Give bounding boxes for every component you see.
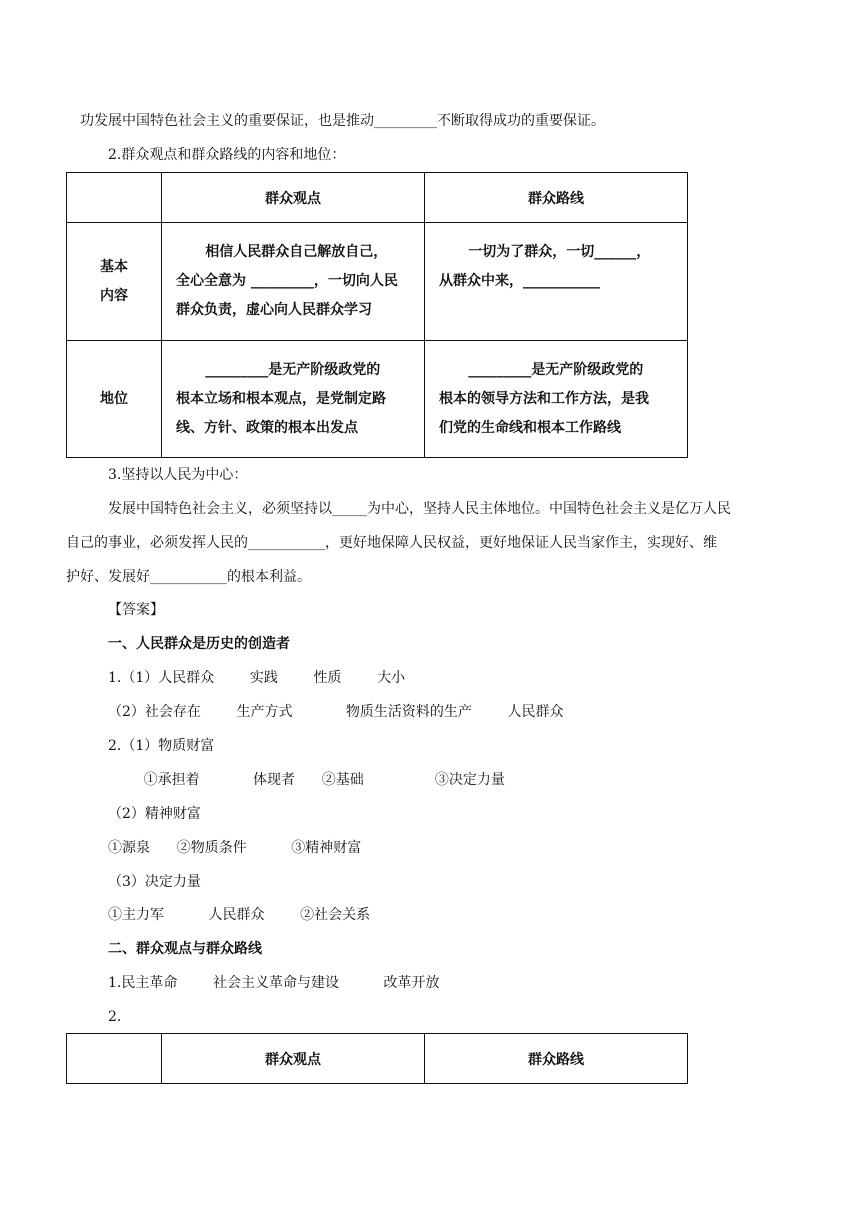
table-header-blank	[67, 1034, 162, 1084]
answer-label: 【答案】	[108, 602, 164, 618]
table-header-mass-viewpoint: 群众观点	[162, 1034, 425, 1084]
cell-line-status: _________是无产阶级政党的 根本的领导方法和工作方法，是我 们党的生命线和根本工作路线	[425, 341, 688, 458]
intro-line: 功发展中国特色社会主义的重要保证，也是推动_________不断取得成功的重要保证。	[80, 113, 605, 129]
answer-line: （2）社会存在 生产方式 物质生活资料的生产 人民群众	[108, 704, 564, 720]
table-header-mass-line: 群众路线	[425, 1034, 688, 1084]
table-header-row	[67, 1034, 688, 1084]
table-header-mass-viewpoint: 群众观点	[162, 173, 425, 223]
item3-title: 3.坚持以人民为中心：	[108, 467, 248, 483]
row-label-basic-content: 基本 内容	[67, 223, 162, 341]
row-label-status: 地位	[67, 341, 162, 458]
answer-table	[66, 1033, 688, 1084]
section1-title: 一、人民群众是历史的创造者	[108, 636, 290, 652]
answer-line: 2.（1）物质财富	[108, 738, 215, 754]
table-header-row	[67, 173, 688, 223]
answer-line: ①承担着 体现者 ②基础 ③决定力量	[108, 772, 505, 788]
table-row	[67, 341, 688, 458]
cell-viewpoint-status: _________是无产阶级政党的 根本立场和根本观点，是党制定路 线、方针、政策的根本出发点	[162, 341, 425, 458]
answer-line: 2.	[108, 1009, 122, 1025]
item3-paragraph-line: 自己的事业，必须发挥人民的___________，更好地保障人民权益，更好地保证人民当家作主，实现好、维	[66, 535, 717, 551]
cell-line-content: 一切为了群众，一切______， 从群众中来，___________	[425, 223, 688, 341]
table-header-mass-line: 群众路线	[425, 173, 688, 223]
answer-line: （2）精神财富	[108, 806, 201, 822]
answer-line: ①源泉 ②物质条件 ③精神财富	[108, 840, 362, 856]
cell-viewpoint-content: 相信人民群众自己解放自己， 全心全意为 _________，一切向人民 群众负责，虚心向人民群众学习	[162, 223, 425, 341]
answer-line: 1.（1）人民群众 实践 性质 大小	[108, 670, 406, 686]
mass-line-table	[66, 172, 688, 458]
answer-line: （3）决定力量	[108, 874, 201, 890]
table-header-blank	[67, 173, 162, 223]
answer-line: ①主力军 人民群众 ②社会关系	[108, 907, 371, 923]
item3-paragraph-line: 护好、发展好___________的根本利益。	[66, 569, 311, 585]
table-row	[67, 223, 688, 341]
item2-title: 2.群众观点和群众路线的内容和地位：	[108, 147, 346, 163]
answer-line: 1.民主革命 社会主义革命与建设 改革开放	[108, 975, 440, 991]
item3-paragraph-line: 发展中国特色社会主义，必须坚持以_____为中心，坚持人民主体地位。中国特色社会主义是亿万人民	[108, 501, 731, 517]
section2-title: 二、群众观点与群众路线	[108, 941, 262, 957]
